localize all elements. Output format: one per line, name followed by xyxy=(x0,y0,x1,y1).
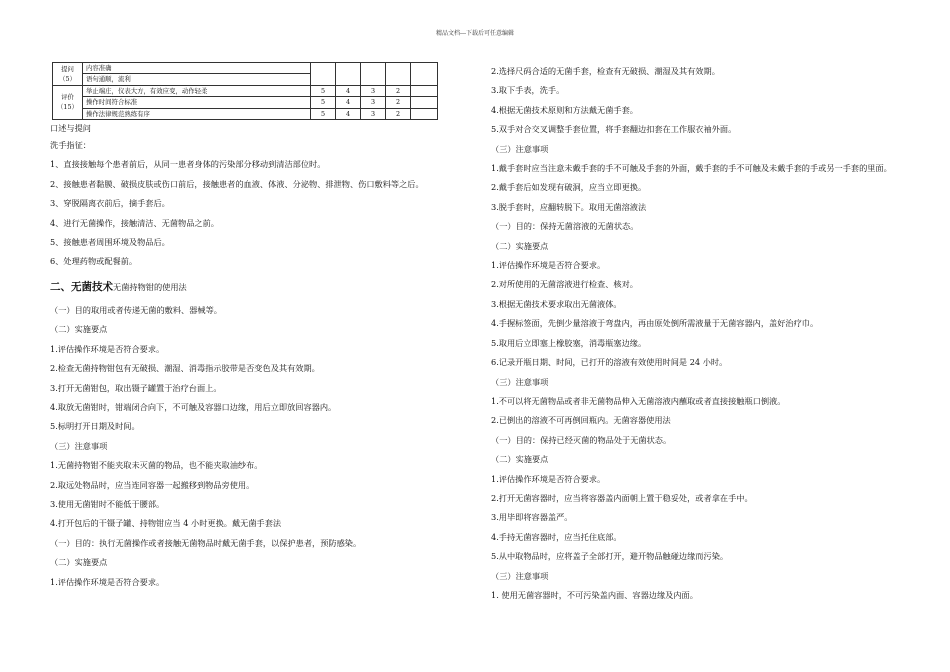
text-line: 口述与提问 xyxy=(50,123,91,134)
text-line: 4.手持无菌容器时，应当托住底部。 xyxy=(491,531,622,542)
text-line: 4.手握标签面，先倒少量溶液于弯盘内，再由原处倒所需液量于无菌容器内，盖好治疗巾。 xyxy=(491,318,819,329)
table-item: 操作时间符合标准 xyxy=(83,97,311,108)
table-score: 4 xyxy=(336,97,361,108)
table-blank-cell xyxy=(411,85,438,96)
text-line: 3.使用无菌钳时不能低于腰部。 xyxy=(50,498,165,509)
text-line: 6、处理药物或配餐前。 xyxy=(50,256,138,267)
table-score: 4 xyxy=(336,108,361,119)
table-row xyxy=(53,63,438,74)
section-title-bold: 二、无菌技术 xyxy=(50,280,113,293)
text-line: 2.戴手套后如发现有破洞，应当立即更换。 xyxy=(491,182,647,193)
text-line: 1.不可以将无菌物品或者非无菌物品伸入无菌溶液内蘸取或者直接接触瓶口倒液。 xyxy=(491,395,786,406)
text-line: 5.标明打开日期及时间。 xyxy=(50,421,140,432)
text-line: 3.用毕即将容器盖严。 xyxy=(491,512,573,523)
text-line: 2.检查无菌持物钳包有无破损、潮湿、消毒指示胶带是否变色及其有效期。 xyxy=(50,363,320,374)
table-item: 内容准确 xyxy=(83,63,311,74)
table-score: 2 xyxy=(386,85,411,96)
table-score: 2 xyxy=(386,97,411,108)
text-line: 1.评估操作环境是否符合要求。 xyxy=(50,343,165,354)
text-line: 5、接触患者周围环境及物品后。 xyxy=(50,237,170,248)
text-line: 2.对所使用的无菌溶液进行检查、核对。 xyxy=(491,279,638,290)
table-score: 5 xyxy=(311,97,336,108)
text-line: （三）注意事项 xyxy=(50,440,108,451)
page-header: 精品文档---下载后可任意编辑 xyxy=(435,30,515,37)
table-score: 4 xyxy=(336,85,361,96)
text-line: （三）注意事项 xyxy=(491,570,549,581)
text-line: 1.评估操作环境是否符合要求。 xyxy=(50,576,165,587)
text-line: 5.从中取物品时，应将盖子全部打开，避开物品触碰边缘而污染。 xyxy=(491,551,729,562)
table-blank-cell xyxy=(411,63,438,86)
text-line: 4、进行无菌操作，接触清洁、无菌物品之前。 xyxy=(50,217,219,228)
table-category: 提问（5） xyxy=(53,63,83,86)
text-line: （一）目的：保持已经灭菌的物品处于无菌状态。 xyxy=(491,434,672,445)
text-line: （一）目的：执行无菌操作或者接触无菌物品时戴无菌手套，以保护患者，预防感染。 xyxy=(50,537,362,548)
text-line: 1.评估操作环境是否符合要求。 xyxy=(491,260,606,271)
table-score: 3 xyxy=(361,85,386,96)
text-line: 2.打开无菌容器时，应当将容器盖内面朝上置于稳妥处，或者拿在手中。 xyxy=(491,492,753,503)
text-line: 6.记录开瓶日期、时间，已打开的溶液有效使用时间是 24 小时。 xyxy=(491,357,728,368)
text-line: （一）目的：保持无菌溶液的无菌状态。 xyxy=(491,221,639,232)
right-column xyxy=(491,62,926,605)
text-line: 3.打开无菌钳包，取出镊子罐置于治疗台面上。 xyxy=(50,382,222,393)
text-line: 1. 使用无菌容器时，不可污染盖内面、容器边缘及内面。 xyxy=(491,589,698,600)
table-score xyxy=(311,63,336,86)
score-table xyxy=(52,62,438,120)
text-line: 4.根据无菌技术原则和方法戴无菌手套。 xyxy=(491,104,638,115)
text-line: 2.取远处物品时，应当连同容器一起搬移到物品旁使用。 xyxy=(50,479,255,490)
text-line: 1.评估操作环境是否符合要求。 xyxy=(491,473,606,484)
text-line: 5.取用后立即塞上橡胶塞，消毒瓶塞边缘。 xyxy=(491,337,647,348)
text-line: 3.根据无菌技术要求取出无菌液体。 xyxy=(491,298,622,309)
text-line: （一）目的取用或者传递无菌的敷料、器械等。 xyxy=(50,304,222,315)
table-score: 3 xyxy=(361,108,386,119)
text-line: 3、穿脱隔离衣前后，摘手套后。 xyxy=(50,198,170,209)
text-line: （二）实施要点 xyxy=(491,240,549,251)
table-score xyxy=(361,63,386,86)
text-line: 3.脱手套时，应翻转脱下。取用无菌溶液法 xyxy=(491,201,647,212)
text-line: 1.戴手套时应当注意未戴手套的手不可触及手套的外面，戴手套的手不可触及未戴手套的手或另一手套的里面。 xyxy=(491,163,892,174)
table-score xyxy=(336,63,361,86)
table-blank-cell xyxy=(411,97,438,108)
text-line: （二）实施要点 xyxy=(491,454,549,465)
text-line: （三）注意事项 xyxy=(491,143,549,154)
table-item: 举止端庄，仪表大方，有效应变，动作轻柔 xyxy=(83,85,311,96)
table-blank-cell xyxy=(411,108,438,119)
table-item: 语句通顺，流利 xyxy=(83,74,311,85)
table-row xyxy=(53,85,438,96)
text-line: 2、接触患者黏膜、破损皮肤或伤口前后，接触患者的血液、体液、分泌物、排泄物、伤口敷料等之后。 xyxy=(50,178,424,189)
table-row xyxy=(53,97,438,108)
text-line: 3.取下手表，洗手。 xyxy=(491,85,565,96)
text-line: （二）实施要点 xyxy=(50,324,108,335)
table-item: 操作法律规范熟练有序 xyxy=(83,108,311,119)
text-line: 2.已倒出的溶液不可再倒回瓶内。无菌容器使用法 xyxy=(491,415,671,426)
table-score: 2 xyxy=(386,108,411,119)
text-line: （三）注意事项 xyxy=(491,376,549,387)
text-line: 洗手指征： xyxy=(50,140,91,151)
text-line: 1.无菌持物钳不能夹取未灭菌的物品，也不能夹取油纱布。 xyxy=(50,460,263,471)
table-score: 3 xyxy=(361,97,386,108)
table-row xyxy=(53,108,438,119)
left-column xyxy=(50,62,468,592)
text-line: 5.双手对合交叉调整手套位置，将手套翻边扣套在工作服衣袖外面。 xyxy=(491,124,737,135)
table-score xyxy=(386,63,411,86)
text-line: 4.打开包后的干镊子罐、持物钳应当 4 小时更换。戴无菌手套法 xyxy=(50,518,282,529)
section-title-rest: 无菌持物钳的使用法 xyxy=(113,281,187,292)
text-line: （二）实施要点 xyxy=(50,557,108,568)
table-score: 5 xyxy=(311,85,336,96)
text-line: 2.选择尺码合适的无菌手套，检查有无破损、潮湿及其有效期。 xyxy=(491,66,720,76)
table-category: 评价（15） xyxy=(53,85,83,119)
text-line: 4.取放无菌钳时，钳端闭合向下，不可触及容器口边缘，用后立即放回容器内。 xyxy=(50,401,337,412)
section-title xyxy=(50,274,468,301)
table-score: 5 xyxy=(311,108,336,119)
text-line: 1、直接接触每个患者前后，从同一患者身体的污染部分移动到清洁部位时。 xyxy=(50,159,326,170)
